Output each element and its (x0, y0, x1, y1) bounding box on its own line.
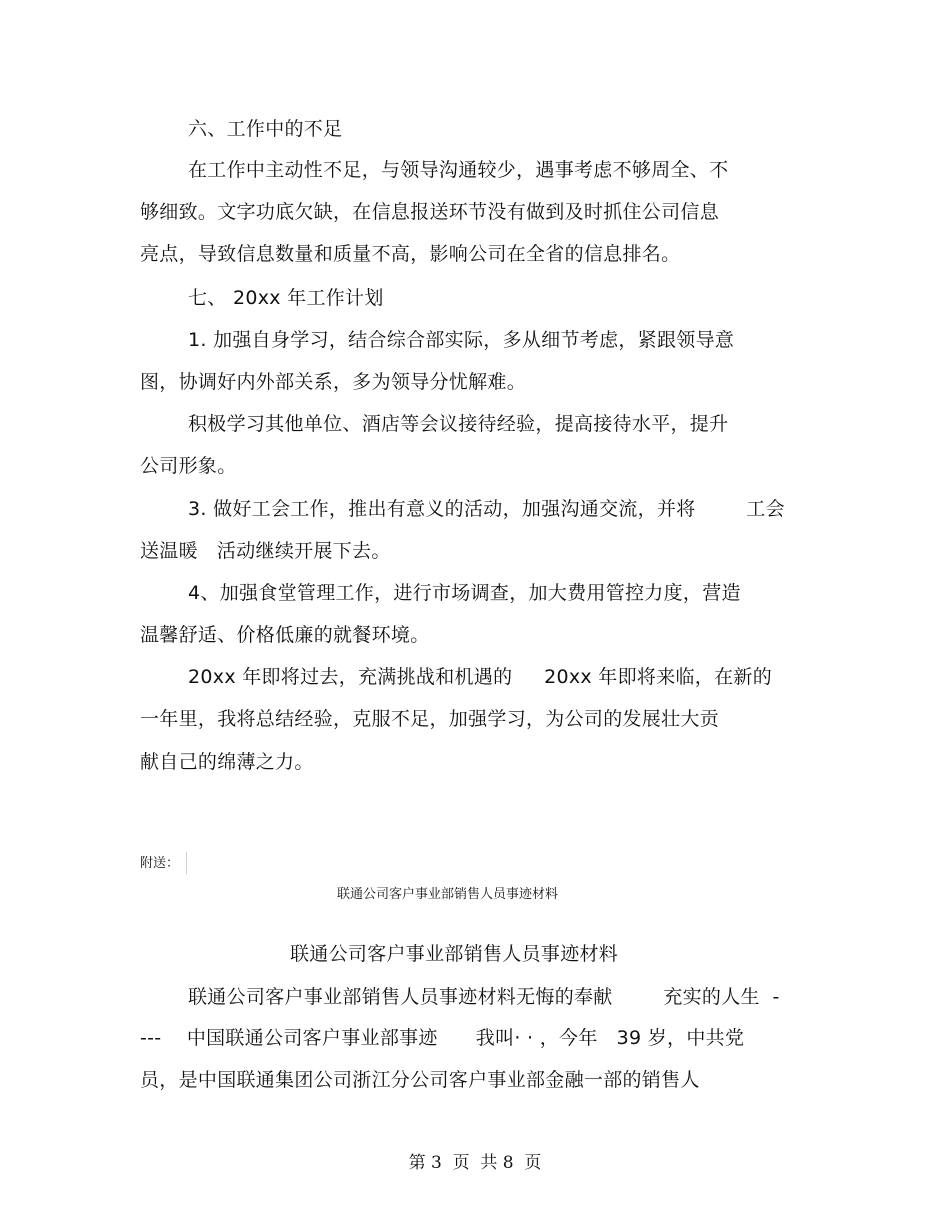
paragraph-line: 20xx 年即将过去，充满挑战和机遇的 20xx 年即将来临，在新的 (188, 666, 773, 688)
paragraph-line: 4、加强食堂管理工作，进行市场调查，加大费用管控力度，营造 (188, 582, 741, 604)
section-heading-shortcomings: 六、工作中的不足 (188, 118, 343, 140)
appendix-paragraph-line: --- 中国联通公司客户事业部事迹 我叫· · ，今年 39 岁，中共党 (140, 1027, 745, 1049)
appendix-paragraph-line: 员，是中国联通集团公司浙江分公司客户事业部金融一部的销售人 (140, 1069, 700, 1091)
paragraph-line: 献自己的绵薄之力。 (140, 751, 314, 773)
paragraph-line: 一年里，我将总结经验，克服不足，加强学习，为公司的发展壮大贡 (140, 708, 720, 730)
paragraph-line: 1. 加强自身学习，结合综合部实际，多从细节考虑，紧跟领导意 (188, 329, 735, 351)
paragraph-line: 亮点，导致信息数量和质量不高，影响公司在全省的信息排名。 (140, 243, 681, 265)
appendix-small-title: 联通公司客户事业部销售人员事迹材料 (337, 887, 559, 902)
paragraph-line: 公司形象。 (140, 455, 237, 477)
page-footer: 第 3 页 共 8 页 (408, 1153, 542, 1173)
paragraph-line: 3. 做好工会工作，推出有意义的活动，加强沟通交流，并将 工会 (188, 498, 785, 520)
appendix-label: 附送： (140, 856, 180, 871)
paragraph-line: 图，协调好内外部关系，多为领导分忧解难。 (140, 371, 527, 393)
paragraph-line: 送温暖 活动继续开展下去。 (140, 540, 391, 562)
paragraph-line: 在工作中主动性不足，与领导沟通较少，遇事考虑不够周全、不 (188, 159, 729, 181)
paragraph-line: 积极学习其他单位、酒店等会议接待经验，提高接待水平，提升 (188, 413, 729, 435)
appendix-paragraph-line: 联通公司客户事业部销售人员事迹材料无悔的奉献 充实的人生 - (188, 986, 780, 1008)
appendix-divider (186, 852, 187, 874)
paragraph-line: 够细致。文字功底欠缺，在信息报送环节没有做到及时抓住公司信息 (140, 201, 720, 223)
paragraph-line: 温馨舒适、价格低廉的就餐环境。 (140, 624, 430, 646)
appendix-title: 联通公司客户事业部销售人员事迹材料 (290, 943, 619, 965)
section-heading-work-plan: 七、 20xx 年工作计划 (188, 287, 384, 309)
